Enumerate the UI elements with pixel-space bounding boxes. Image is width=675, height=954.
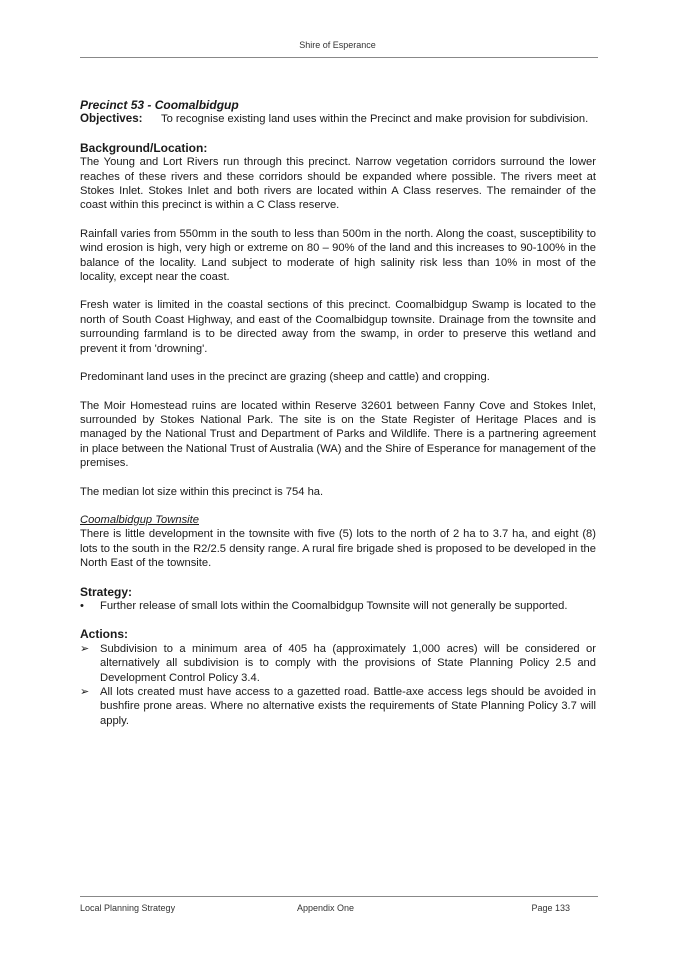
- background-paragraph: Fresh water is limited in the coastal sections of this precinct. Coomalbidgup Swamp is located to the north of South Coast Highway, and east of the Coomalbidgup townsite. Drainage from the townsite and surrounding farmland is to be directed away from the swamp, in order to preserve this wetland and prevent it from 'drowning'.: [80, 299, 596, 355]
- list-item: [80, 642, 596, 685]
- townsite-paragraph: There is little development in the townsite with five (5) lots to the north of 2 ha to 3.7 ha, and eight (8) lots to the south in the R2/2.5 density range. A rural fire brigade shed is proposed to be developed in the North East of the townsite.: [80, 528, 596, 570]
- background-heading: Background/Location:: [80, 140, 208, 155]
- precinct-title: Precinct 53 - Coomalbidgup: [80, 98, 239, 112]
- objectives-label: Objectives:: [80, 112, 143, 126]
- background-paragraph: The Moir Homestead ruins are located within Reserve 32601 between Fanny Cove and Stokes Inlet, surrounded by Stokes National Park. The site is on the State Register of Heritage Places and is managed by the National Trust and Department of Parks and Wildlife. There is a partnering agreement in place between the National Trust of Australia (WA) and the Shire of Esperance for management of the premises.: [80, 399, 596, 470]
- footer-section: Appendix One: [297, 903, 355, 913]
- objectives-text: To recognise existing land uses within the Precinct and make provision for subdivision.: [161, 113, 589, 126]
- strategy-list: [80, 599, 596, 613]
- footer-page-number: Page 133: [531, 903, 570, 913]
- page-header: Shire of Esperance: [299, 40, 376, 50]
- header-divider: [80, 57, 598, 58]
- actions-heading: Actions:: [80, 627, 128, 642]
- strategy-heading: Strategy:: [80, 584, 133, 599]
- background-paragraph: Rainfall varies from 550mm in the south to less than 500m in the north. Along the coast, susceptibility to wind erosion is high, very high or extreme on 80 – 90% of the land and this increases to 90-100% in the balance of the locality. Land subject to moderate of high salinity risk less than 10% in most of the locality, except near the coast.: [80, 227, 596, 284]
- footer-divider: [80, 896, 598, 897]
- document-body: [80, 98, 596, 742]
- action-item-text: All lots created must have access to a gazetted road. Battle-axe access legs should be avoided in bushfire prone areas. Where no alternative exists the requirements of State Planning Policy 3.7 will apply.: [100, 686, 596, 727]
- background-paragraph: The median lot size within this precinct is 754 ha.: [80, 485, 324, 498]
- townsite-heading: Coomalbidgup Townsite: [80, 513, 199, 526]
- background-paragraph: The Young and Lort Rivers run through this precinct. Narrow vegetation corridors surround the lower reaches of these rivers and these corridors should be expanded where possible. The rivers meet at Stokes Inlet. Stokes Inlet and both rivers are located within A Class reserves. The remainder of the coast within this precinct is within a C Class reserve.: [80, 156, 596, 212]
- bullet-icon: •: [80, 599, 84, 612]
- list-item: [80, 685, 596, 728]
- actions-list: [80, 642, 596, 728]
- objectives-section: [80, 112, 596, 126]
- action-item-text: Subdivision to a minimum area of 405 ha (approximately 1,000 acres) will be considered or alternatively all subdivision is to comply with the provisions of State Planning Policy 2.5 and Development Control Policy 3.4.: [100, 642, 596, 684]
- strategy-item-text: Further release of small lots within the Coomalbidgup Townsite will not generally be supported.: [100, 599, 568, 612]
- arrow-bullet-icon: ➢: [80, 642, 90, 655]
- list-item: [80, 599, 596, 613]
- background-paragraph: Predominant land uses in the precinct are grazing (sheep and cattle) and cropping.: [80, 371, 490, 384]
- footer-document-name: Local Planning Strategy: [80, 903, 176, 913]
- arrow-bullet-icon: ➢: [80, 686, 90, 698]
